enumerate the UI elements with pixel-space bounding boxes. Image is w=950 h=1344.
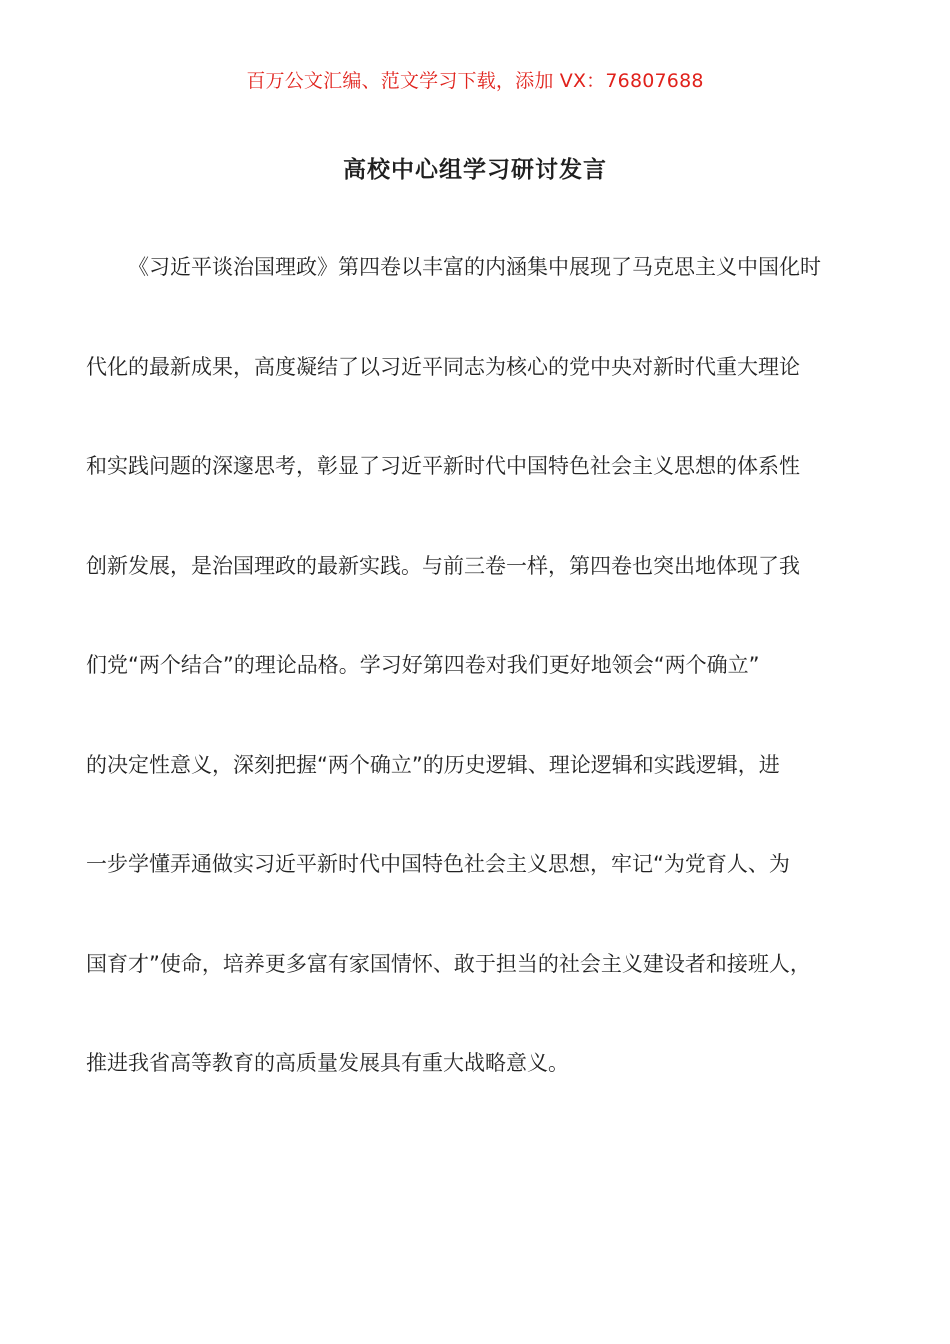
body-line-4: 创新发展，是治国理政的最新实践。与前三卷一样，第四卷也突出地体现了我 <box>86 553 800 578</box>
body-line-2: 代化的最新成果，高度凝结了以习近平同志为核心的党中央对新时代重大理论 <box>86 354 800 379</box>
body-line-7: 一步学懂弄通做实习近平新时代中国特色社会主义思想，牢记“为党育人、为 <box>86 852 790 876</box>
document-title: 高校中心组学习研讨发言 <box>343 157 607 183</box>
document-body <box>86 250 886 1146</box>
header-note: 百万公文汇编、范文学习下载，添加 VX：76807688 <box>246 70 704 92</box>
body-line-8: 国育才”使命，培养更多富有家国情怀、敢于担当的社会主义建设者和接班人， <box>86 951 811 976</box>
body-line-1: 《习近平谈治国理政》第四卷以丰富的内涵集中展现了马克思主义中国化时 <box>128 255 821 279</box>
body-line-6: 的决定性意义，深刻把握“两个确立”的历史逻辑、理论逻辑和实践逻辑，进 <box>86 752 780 777</box>
body-line-9: 推进我省高等教育的高质量发展具有重大战略意义。 <box>86 1051 569 1075</box>
body-line-3: 和实践问题的深邃思考，彰显了习近平新时代中国特色社会主义思想的体系性 <box>86 454 800 478</box>
body-line-5: 们党“两个结合”的理论品格。学习好第四卷对我们更好地领会“两个确立” <box>86 653 760 677</box>
